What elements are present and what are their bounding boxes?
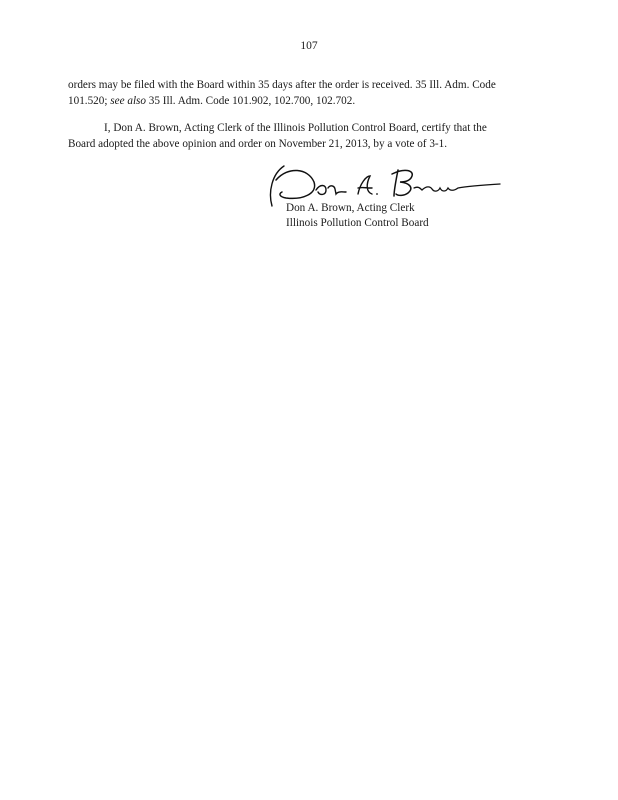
signer-name-title: Don A. Brown, Acting Clerk — [286, 202, 415, 214]
certification-paragraph — [68, 120, 554, 152]
see-also-italic: see also — [110, 95, 146, 107]
signature-block — [286, 201, 429, 231]
certification-line2: Board adopted the above opinion and order on November 21, 2013, by a vote of 3-1. — [68, 138, 448, 150]
signer-organization: Illinois Pollution Control Board — [286, 217, 429, 229]
filing-paragraph-line2a: 101.520; — [68, 95, 111, 107]
page-number: 107 — [300, 40, 318, 52]
filing-paragraph-line1: orders may be filed with the Board within 35 days after the order is received. 35 Ill. Adm. Code — [68, 79, 496, 91]
filing-paragraph — [68, 77, 554, 109]
certification-line1: I, Don A. Brown, Acting Clerk of the Illinois Pollution Control Board, certify that the — [104, 122, 487, 134]
filing-paragraph-line2b: 35 Ill. Adm. Code 101.902, 102.700, 102.702. — [146, 95, 356, 107]
